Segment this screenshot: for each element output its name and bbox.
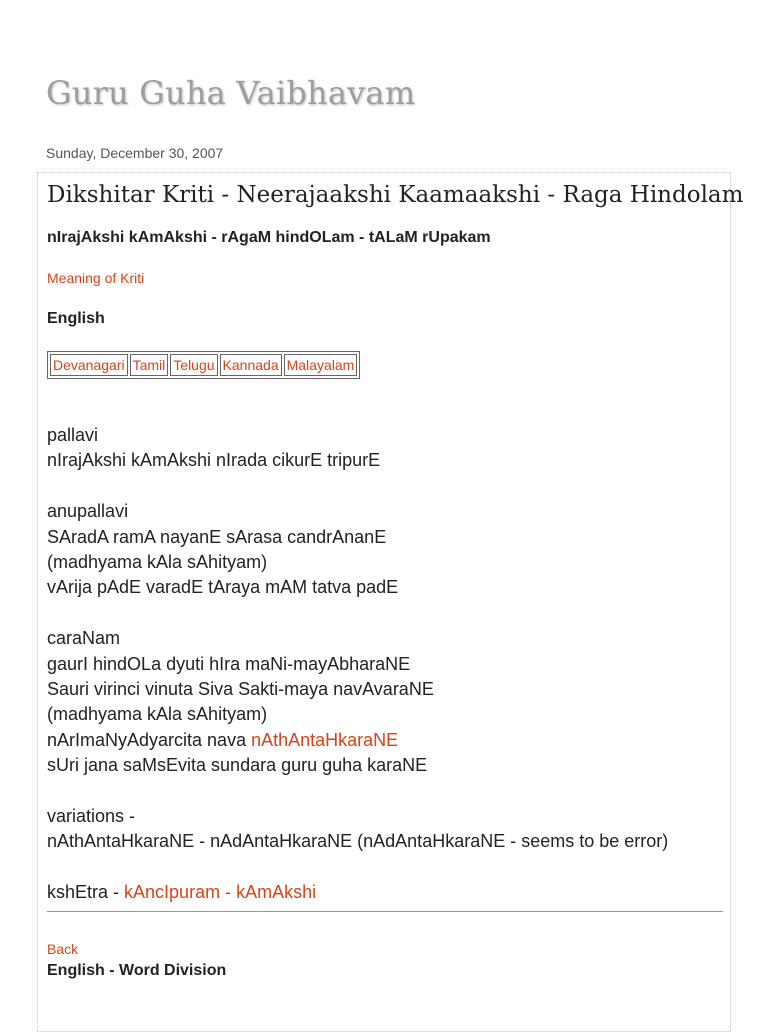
devanagari-link[interactable]: Devanagari (50, 354, 128, 376)
tamil-link[interactable]: Tamil (130, 354, 169, 376)
lyric-line: (madhyama kAla sAhityam) (47, 551, 268, 572)
variations-line: nAthAntaHkaraNE - nAdAntaHkaraNE (nAdAntaHkaraNE - seems to be error) (47, 831, 669, 852)
lyric-line: nIrajAkshi kAmAkshi nIrada cikurE tripurE (47, 450, 381, 471)
telugu-link[interactable]: Telugu (170, 354, 217, 376)
script-links-table (47, 351, 360, 379)
lyric-line: sUri jana saMsEvita sundara guru guha karaNE (47, 755, 428, 776)
meaning-of-kriti-link[interactable]: Meaning of Kriti (47, 270, 145, 286)
lyric-text: nArImaNyAdyarcita nava (47, 729, 252, 750)
kshetra-line (47, 880, 668, 905)
pallavi-heading: pallavi (47, 425, 99, 445)
lyric-line: vArija pAdE varadE tAraya mAM tatva padE (47, 577, 399, 598)
variations-heading: variations - (47, 805, 136, 826)
post-container (37, 172, 744, 1032)
post-title: Dikshitar Kriti - Neerajaakshi Kaamaakshi - Raga Hindolam (47, 182, 744, 208)
post-date: Sunday, December 30, 2007 (46, 145, 224, 161)
kannada-link[interactable]: Kannada (220, 354, 282, 376)
back-link[interactable]: Back (47, 941, 79, 957)
lyric-line: Sauri virinci vinuta Siva Sakti-maya navAvaraNE (47, 678, 434, 699)
anupallavi-heading: anupallavi (47, 501, 129, 522)
word-division-heading: English - Word Division (47, 962, 227, 979)
lyrics (47, 423, 668, 905)
malayalam-link[interactable]: Malayalam (284, 354, 358, 376)
caranam-heading: caraNam (47, 628, 121, 649)
lyric-line (47, 728, 668, 753)
lyric-line: (madhyama kAla sAhityam) (47, 704, 268, 725)
lyric-line: SAradA ramA nayanE sArasa candrAnanE (47, 526, 387, 547)
nathantahkarane-link[interactable]: nAthAntaHkaraNE (251, 729, 399, 750)
lyric-line: gaurI hindOLa dyuti hIra maNi-mayAbharaNE (47, 653, 411, 674)
divider (47, 911, 723, 912)
kshetra-link[interactable]: kAncIpuram - kAmAkshi (124, 882, 317, 903)
blog-title[interactable]: Guru Guha Vaibhavam (46, 74, 416, 112)
kshetra-label: kshEtra - (47, 882, 125, 903)
post-subtitle: nIrajAkshi kAmAkshi - rAgaM hindOLam - tALaM rUpakam (47, 229, 491, 246)
language-heading: English (47, 310, 105, 327)
